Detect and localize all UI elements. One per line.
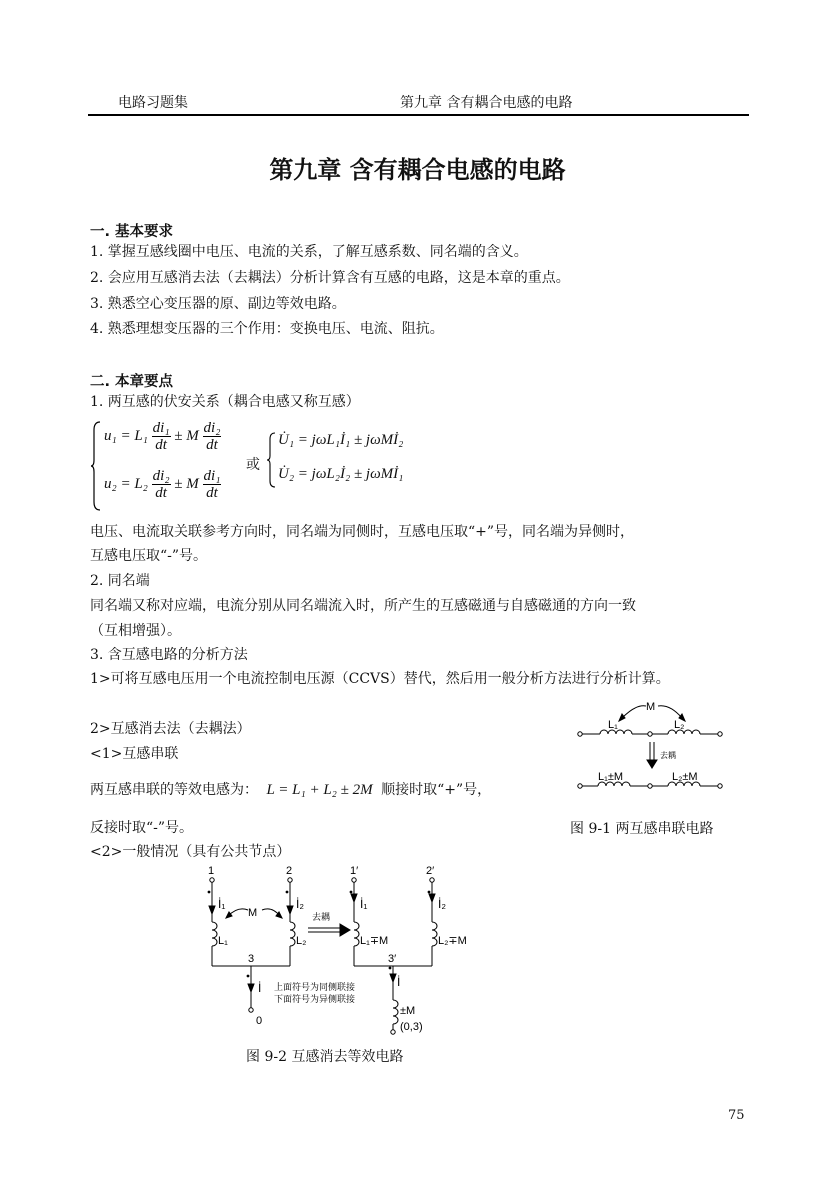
series-inductance-line	[90, 780, 491, 800]
vi-relation-formula	[90, 418, 450, 516]
formula-di1: di₁	[203, 468, 221, 484]
formula-phasor-u1: U̇₁ = jωL₁İ₁ ± jωMİ₂	[278, 432, 404, 448]
paragraph: <1>互感串联	[90, 746, 179, 762]
requirement-item: 4. 熟悉理想变压器的三个作用：变换电压、电流、阻抗。	[90, 321, 444, 337]
fig2-i1p-label: İ₁	[360, 897, 368, 911]
paragraph: 1>可将互感电压用一个电流控制电压源（CCVS）替代，然后用一般分析方法进行分析计算。	[90, 671, 670, 687]
formula-u2: u₂ = L₂	[104, 475, 148, 492]
fig2-node-2: 2	[286, 865, 293, 877]
fig2-node-0: 0	[256, 1015, 263, 1027]
series-text: 两互感串联的等效电感为：	[90, 782, 258, 798]
formula-di1: di₁	[152, 420, 170, 436]
paragraph: 2>互感消去法（去耦法）	[90, 721, 251, 737]
header-book-title: 电路习题集	[118, 95, 188, 111]
fig2-mutual-label: M	[248, 907, 258, 919]
requirement-item: 1. 掌握互感线圈中电压、电流的关系，了解互感系数、同名端的含义。	[90, 244, 528, 260]
series-text-post: 顺接时取“+”号，	[381, 782, 492, 798]
fig1-mutual-label: M	[646, 701, 656, 713]
fig2-i-label: İ	[258, 981, 262, 995]
paragraph: 互感电压取“-”号。	[90, 548, 208, 564]
fig1-l2m-label: L₂±M	[672, 771, 698, 783]
paragraph: （互相增强）。	[90, 623, 181, 639]
formula-u2-line	[104, 468, 221, 501]
section-heading-key-points: 二. 本章要点	[90, 374, 174, 390]
fig2-l1m-label: L₁∓M	[360, 935, 389, 947]
fig1-l1m-label: L₁±M	[598, 771, 624, 783]
formula-pm-m: ± M	[174, 475, 199, 492]
left-brace-icon	[90, 420, 102, 512]
formula-u1-line	[104, 420, 221, 453]
fig2-node-1p: 1′	[350, 865, 359, 877]
formula-phasor-u2: U̇₂ = jωL₂İ₂ ± jωMİ₁	[278, 466, 404, 482]
fig2-i2p-label: İ₂	[438, 897, 446, 911]
key-point-3: 3. 含互感电路的分析方法	[90, 647, 248, 663]
fig1-l2-label: L₂	[674, 719, 685, 731]
fig2-l2m-label: L₂∓M	[438, 935, 467, 947]
fig2-pm-label: ±M	[400, 1005, 416, 1017]
formula-di2: di₂	[152, 468, 170, 484]
fig2-node-3: 3	[248, 953, 255, 965]
formula-or: 或	[246, 458, 260, 473]
formula-dt: dt	[155, 485, 167, 501]
fig2-i2-label: İ₂	[296, 897, 304, 911]
fig2-note-opposite-side: 下面符号为异侧联接	[274, 994, 356, 1004]
left-brace-icon	[266, 432, 276, 488]
fig2-node-2p: 2′	[426, 865, 435, 877]
requirement-item: 2. 会应用互感消去法（去耦法）分析计算含有互感的电路，这是本章的重点。	[90, 270, 570, 286]
fig2-node-1: 1	[208, 865, 215, 877]
page-title: 第九章 含有耦合电感的电路	[269, 156, 566, 184]
paragraph: 电压、电流取关联参考方向时，同名端为同侧时，互感电压取“+”号，同名端为异侧时，	[90, 524, 635, 540]
series-formula: L = L₁ + L₂ ± 2M	[266, 782, 373, 798]
formula-dt: dt	[206, 437, 218, 453]
formula-di2: di₂	[203, 420, 221, 436]
formula-pm-m: ± M	[174, 427, 199, 444]
paragraph: 同名端又称对应端，电流分别从同名端流入时，所产生的互感磁通与自感磁通的方向一致	[90, 598, 636, 614]
paragraph: 反接时取“-”号。	[90, 820, 194, 836]
fig1-decouple-label: 去耦	[660, 751, 676, 760]
fig2-ip-label: İ	[397, 975, 401, 989]
header-rule	[88, 114, 749, 116]
figure-9-2-caption: 图 9-2 互感消去等效电路	[246, 1049, 404, 1065]
fig2-node-03: (0,3)	[400, 1021, 423, 1033]
figure-9-1-series-circuit	[570, 696, 750, 800]
header-chapter-title: 第九章 含有耦合电感的电路	[400, 95, 573, 111]
key-point-2: 2. 同名端	[90, 573, 150, 589]
fig2-l2-label: L₂	[296, 935, 307, 947]
figure-9-1-caption: 图 9-1 两互感串联电路	[570, 821, 714, 837]
fig1-l1-label: L₁	[608, 719, 618, 731]
fig2-decouple-label: 去耦	[312, 912, 331, 922]
section-heading-basic-requirements: 一. 基本要求	[90, 224, 174, 240]
requirement-item: 3. 熟悉空心变压器的原、副边等效电路。	[90, 296, 346, 312]
fig2-note-same-side: 上面符号为同侧联接	[274, 982, 356, 992]
formula-u1: u₁ = L₁	[104, 427, 148, 444]
formula-dt: dt	[206, 485, 218, 501]
key-point-1: 1. 两互感的伏安关系（耦合电感又称互感）	[90, 394, 360, 410]
paragraph: <2>一般情况（具有公共节点）	[90, 844, 291, 860]
formula-dt: dt	[155, 437, 167, 453]
fig2-l1-label: L₁	[218, 935, 228, 947]
fig2-i1-label: İ₁	[218, 897, 226, 911]
figure-9-2-decoupling-circuit	[196, 864, 486, 1044]
page-number: 75	[728, 1108, 745, 1123]
fig2-node-3p: 3′	[388, 953, 397, 965]
